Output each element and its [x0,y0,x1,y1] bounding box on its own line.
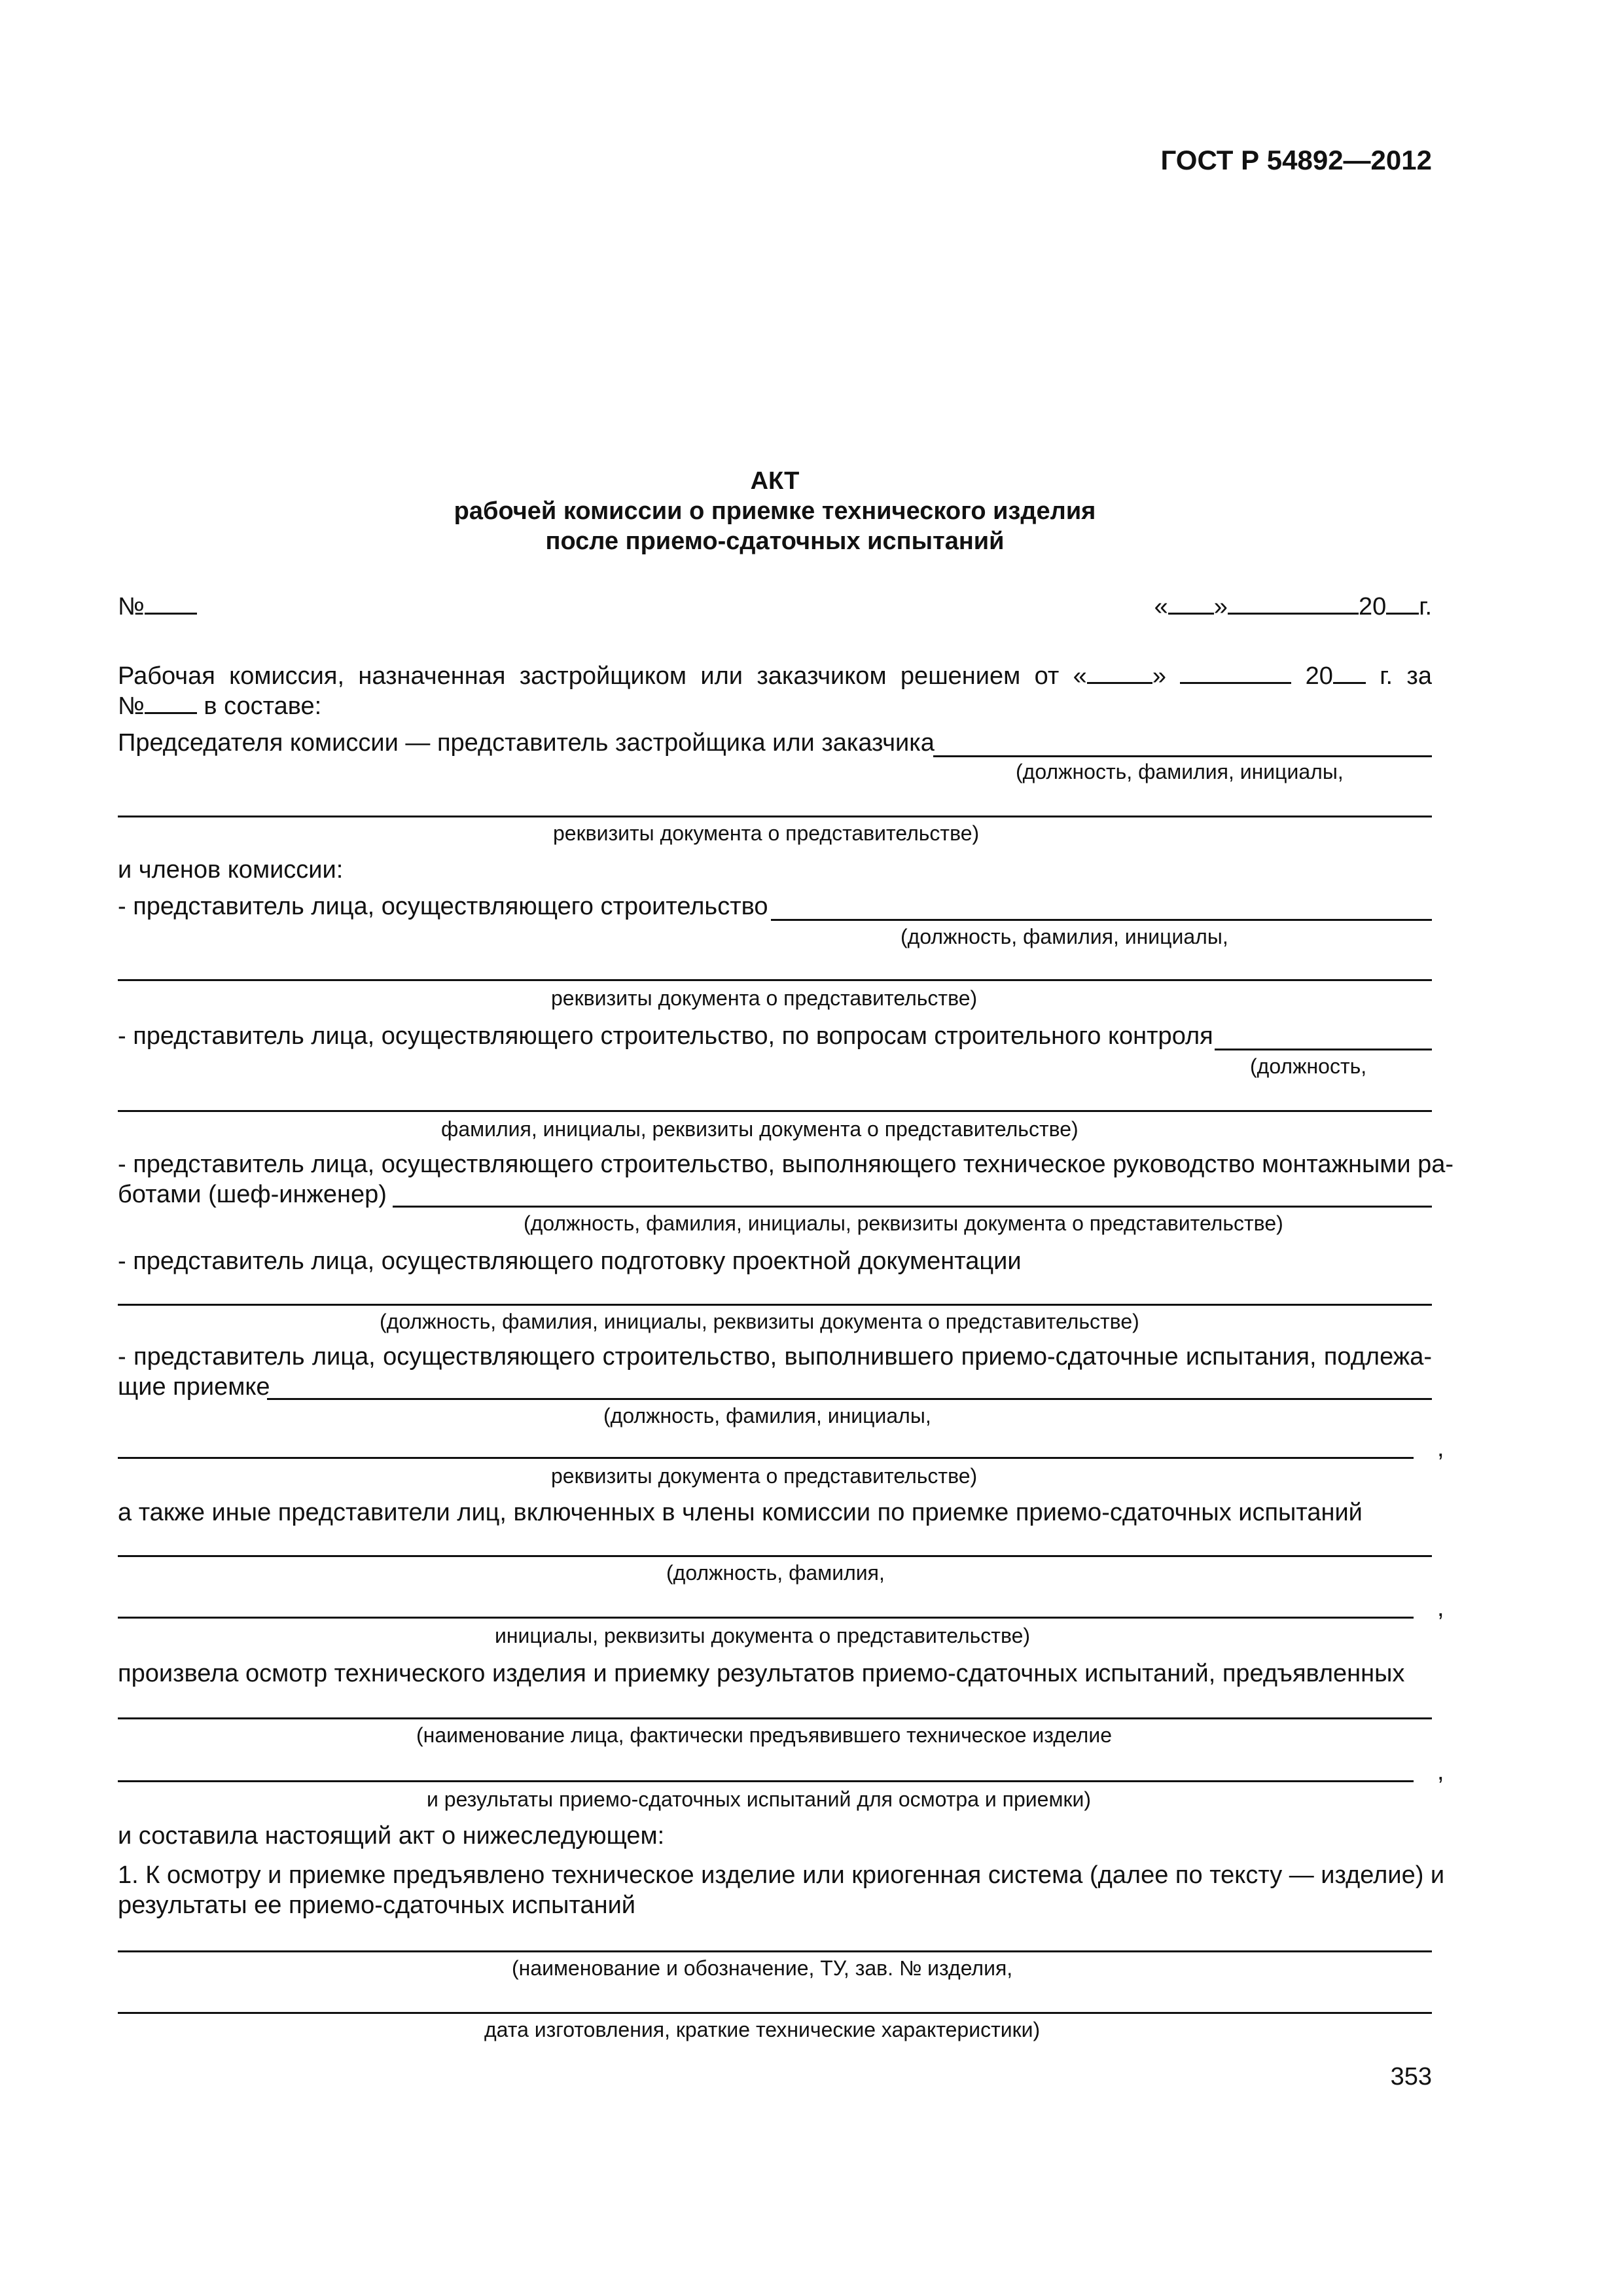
member-5-label-2: щие приемке [118,1373,270,1401]
number-label: № [118,593,145,620]
standard-number: ГОСТ Р 54892—2012 [1160,145,1432,175]
chairman-caption-2: реквизиты документа о представительстве) [553,821,980,845]
member-5-label: - представитель лица, осуществляющего строительство, выполнившего приемо-сдаточные испытания, подлежа- [118,1343,1432,1371]
member-1-field-2[interactable] [118,979,1432,981]
inspection-caption-1: (наименование лица, фактически предъявившего техническое изделие [416,1723,1112,1747]
member-1-caption-1: (должность, фамилия, инициалы, [901,925,1228,948]
others-caption-2: инициалы, реквизиты документа о представительстве) [495,1624,1031,1647]
comma: , [1437,1594,1444,1622]
intro-g: г. [1380,662,1393,690]
member-3-label-2: ботами (шеф-инженер) [118,1181,387,1208]
title-line-2: рабочей комиссии о приемке технического изделия [454,497,1096,525]
compiled-statement: и составила настоящий акт о нижеследующем: [118,1822,665,1850]
page-number: 353 [1390,2063,1432,2090]
item-1-field[interactable] [118,1950,1432,1952]
month-blank[interactable] [1228,593,1359,615]
comma: , [1437,1758,1444,1785]
intro-word: заказчиком [757,662,887,690]
member-3-label: - представитель лица, осуществляющего строительство, выполняющего техническое руководство монтажными ра- [118,1151,1454,1178]
document-title [118,466,1432,556]
inspection-label: произвела осмотр технического изделия и приемку результатов приемо-сдаточных испытаний, предъявленных [118,1660,1405,1687]
inspection-field[interactable] [118,1717,1432,1719]
member-1-caption-2: реквизиты документа о представительстве) [551,986,978,1010]
member-1-field[interactable] [771,919,1432,921]
member-4-caption-1: (должность, фамилия, инициалы, реквизиты документа о представительстве) [380,1310,1139,1333]
date-close-quote: » [1213,593,1228,620]
intro-word: или [700,662,743,690]
member-2-caption-2: фамилия, инициалы, реквизиты документа о представительстве) [441,1117,1079,1141]
member-4-field[interactable] [118,1304,1432,1306]
member-5-caption-1: (должность, фамилия, инициалы, [603,1404,931,1427]
member-4-label: - представитель лица, осуществляющего подготовку проектной документации [118,1247,1022,1275]
member-5-field[interactable] [267,1398,1432,1400]
act-number [118,592,197,622]
item-1-line-1: 1. К осмотру и приемке предъявлено техническое изделие или криогенная система (далее по тексту — изделие) и [118,1861,1445,1889]
decision-year-blank[interactable] [1333,662,1366,684]
in-composition: в составе: [204,692,322,720]
intro-line-2: № в составе: [118,692,322,720]
title-line-3: после приемо-сдаточных испытаний [545,528,1005,555]
chairman-caption-1: (должность, фамилия, инициалы, [1016,760,1344,783]
chairman-label: Председателя комиссии — представитель застройщика или заказчика [118,729,935,757]
date-year: 20 [1358,593,1387,620]
date-open-quote: « [1154,593,1168,620]
member-1-label: - представитель лица, осуществляющего строительство [118,893,768,920]
act-date [1154,592,1432,622]
decision-year: 20 [1306,661,1366,691]
inspection-field-2[interactable] [118,1780,1414,1782]
item-1-field-2[interactable] [118,2012,1432,2014]
item-1-caption-1: (наименование и обозначение, ТУ, зав. № изделия, [512,1956,1013,1980]
others-field-2[interactable] [118,1617,1414,1619]
others-caption-1: (должность, фамилия, [666,1561,885,1585]
intro-word: Рабочая [118,662,215,690]
member-5-field-2[interactable] [118,1457,1414,1459]
member-3-field[interactable] [393,1206,1432,1208]
members-heading: и членов комиссии: [118,856,344,884]
decision-month-blank[interactable] [1180,662,1291,684]
intro-word: от [1034,662,1060,690]
intro-line-1 [118,661,1432,691]
member-5-caption-2: реквизиты документа о представительстве) [551,1464,978,1488]
intro-word: назначенная [358,662,506,690]
member-2-field[interactable] [1215,1049,1432,1050]
member-3-caption-1: (должность, фамилия, инициалы, реквизиты документа о представительстве) [524,1211,1283,1235]
intro-word: комиссия, [229,662,345,690]
comma: , [1437,1435,1444,1462]
number-blank[interactable] [145,593,197,615]
decision-number-blank[interactable] [145,692,197,714]
decision-date: « » [1073,662,1166,690]
member-2-field-2[interactable] [118,1110,1432,1112]
item-1-line-2: результаты ее приемо-сдаточных испытаний [118,1892,636,1919]
intro-za: за [1406,662,1432,690]
year-blank[interactable] [1386,593,1419,615]
member-2-label: - представитель лица, осуществляющего строительство, по вопросам строительного контроля [118,1022,1213,1050]
member-2-caption-1: (должность, [1250,1054,1367,1078]
others-field[interactable] [118,1555,1432,1557]
inspection-caption-2: и результаты приемо-сдаточных испытаний для осмотра и приемки) [427,1787,1091,1811]
chairman-field-2[interactable] [118,816,1432,817]
chairman-field[interactable] [933,755,1432,757]
day-blank[interactable] [1168,593,1214,615]
intro-word: решением [900,662,1021,690]
intro-word: застройщиком [519,662,687,690]
date-suffix: г. [1419,593,1432,620]
decision-day-blank[interactable] [1087,662,1152,684]
item-1-caption-2: дата изготовления, краткие технические характеристики) [484,2018,1041,2041]
others-label: а также иные представители лиц, включенных в члены комиссии по приемке приемо-сдаточных испытаний [118,1499,1363,1526]
title-line-1: АКТ [750,467,800,495]
